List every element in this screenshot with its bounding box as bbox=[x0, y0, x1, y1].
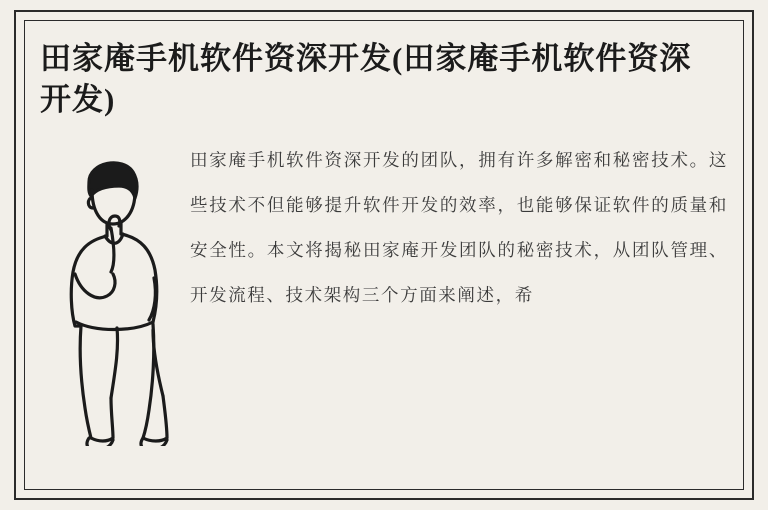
standing-person-illustration bbox=[40, 136, 190, 446]
article-text bbox=[190, 136, 728, 318]
page-title: 田家庵手机软件资深开发(田家庵手机软件资深开发) bbox=[40, 41, 692, 117]
article-paragraph: 田家庵手机软件资深开发的团队，拥有许多解密和秘密技术。这些技术不但能够提升软件开发的效率，也能够保证软件的质量和安全性。本文将揭秘田家庵开发团队的秘密技术，从团队管理、开发流程、技术架构三个方面来阐述，希 bbox=[190, 150, 728, 305]
document-content bbox=[40, 38, 728, 478]
article-body-row bbox=[40, 136, 728, 446]
